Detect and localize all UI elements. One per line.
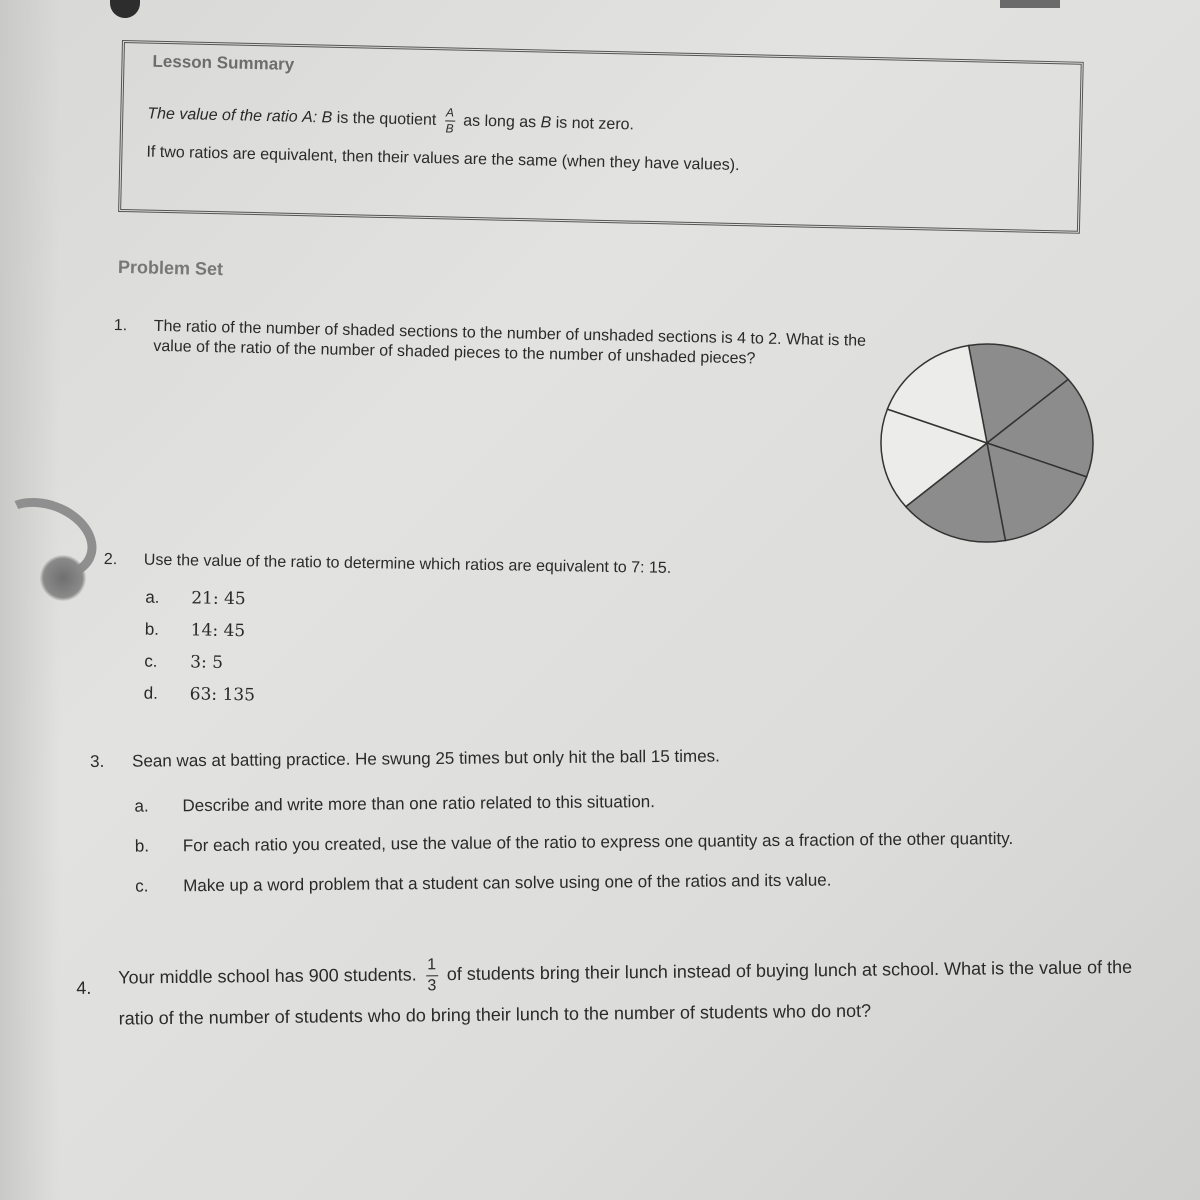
- question-4: [76, 947, 1157, 1039]
- lesson-summary-line-1: The value of the ratio A: B is the quotient $\frac{A}{B}$ as long as B is not zero.: [147, 105, 635, 136]
- question-text: The ratio of the number of shaded sections to the number of unshaded sections is 4 to 2. What is the value of the ratio of the number of shaded pieces to the number of unshaded pieces?: [153, 317, 867, 368]
- question-number: 2.: [103, 551, 118, 569]
- question-3: [90, 743, 1080, 896]
- question-number: 1.: [113, 316, 128, 335]
- problem-set-heading: Problem Set: [117, 256, 224, 280]
- one-third-fraction: $\frac{1}{3}$: [427, 955, 437, 995]
- question-text: Use the value of the ratio to determine which ratios are equivalent to 7: 15.: [143, 551, 672, 577]
- lesson-summary-box: [118, 40, 1084, 234]
- question-2: [103, 551, 804, 706]
- choice-a: a. 21: 45: [145, 587, 246, 610]
- question-number: 3.: [90, 751, 105, 771]
- page-shadow: [0, 0, 60, 1200]
- binder-clip: [110, 0, 140, 18]
- choice-c: c. 3: 5: [144, 651, 224, 673]
- question-parts: [134, 783, 1075, 911]
- part-a: a. Describe and write more than one ratio related to this situation.: [134, 792, 656, 816]
- pie-diagram: [878, 343, 1096, 549]
- question-text: Your middle school has 900 students. $\frac{1}{3}$ of students bring their lunch instead of buying lunch at school. What is the value of the ratio of the number of students who do bring their lunch to the number of students who do not?: [118, 955, 1133, 1029]
- part-c: c. Make up a word problem that a student can solve using one of the ratios and its value.: [135, 870, 832, 896]
- choice-d: d. 63: 135: [143, 683, 256, 706]
- lesson-summary-line-2: If two ratios are equivalent, then their values are the same (when they have values).: [146, 143, 740, 175]
- question-text: Sean was at batting practice. He swung 25 times but only hit the ball 15 times.: [131, 746, 720, 771]
- quotient-fraction: $\frac{A}{B}$: [445, 105, 455, 136]
- choice-b: b. 14: 45: [144, 619, 246, 642]
- answer-choices: [143, 587, 256, 716]
- punch-hole: [40, 555, 86, 601]
- page-edge-mark: [1000, 0, 1060, 8]
- part-b: b. For each ratio you created, use the value of the ratio to express one quantity as a fraction of the other quantity.: [134, 828, 1014, 856]
- ratio-expression: A: B: [301, 108, 333, 127]
- question-1: [113, 316, 874, 372]
- question-number: 4.: [76, 977, 92, 998]
- lesson-summary-title: Lesson Summary: [152, 51, 295, 74]
